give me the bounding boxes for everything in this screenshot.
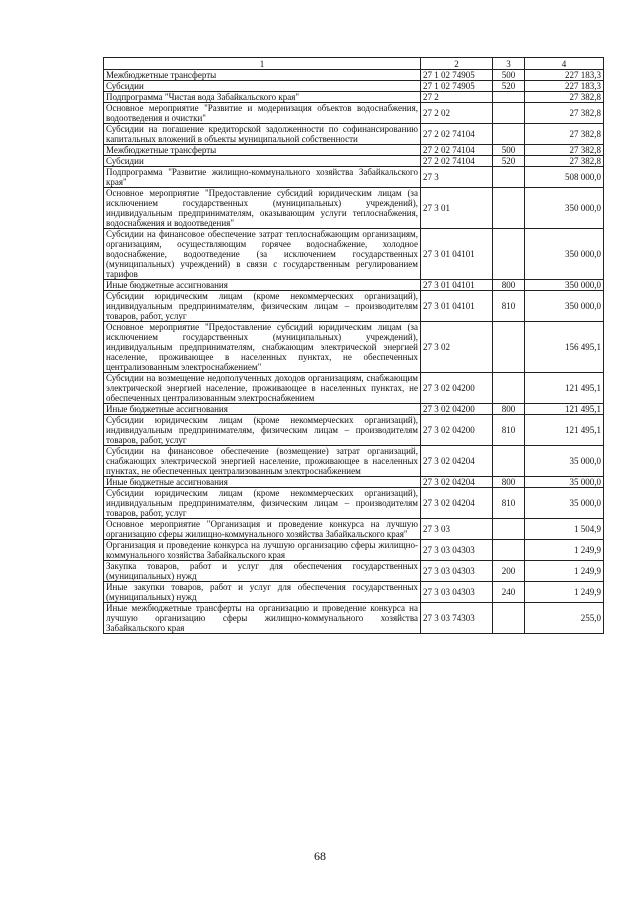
table-row <box>104 561 604 582</box>
row-vr-cell: 800 <box>493 280 525 291</box>
row-code-cell: 27 3 02 04200 <box>421 404 493 415</box>
table-row <box>104 167 604 188</box>
row-sum-cell: 35 000,0 <box>525 488 604 519</box>
row-vr-cell: 810 <box>493 488 525 519</box>
row-sum-cell: 35 000,0 <box>525 446 604 477</box>
row-name-cell: Межбюджетные трансферты <box>104 145 421 156</box>
row-code-cell: 27 3 02 04200 <box>421 373 493 404</box>
row-name-cell: Подпрограмма "Чистая вода Забайкальского края" <box>104 92 421 103</box>
row-sum-cell: 1 504,9 <box>525 519 604 540</box>
column-header-2: 2 <box>421 58 493 70</box>
table-row <box>104 188 604 229</box>
table-header-row <box>104 58 604 70</box>
row-vr-cell: 200 <box>493 561 525 582</box>
row-name-cell: Организация и проведение конкурса на лучшую организацию сферы жилищно-коммунального хозяйства Забайкальского края <box>104 540 421 561</box>
row-sum-cell: 35 000,0 <box>525 477 604 488</box>
row-name-cell: Субсидии юридическим лицам (кроме некоммерческих организаций), индивидуальным предпринимателям, физическим лицам – производителям товаров, работ, услуг <box>104 291 421 322</box>
table-row <box>104 404 604 415</box>
row-code-cell: 27 2 02 74104 <box>421 124 493 145</box>
row-code-cell: 27 2 02 <box>421 103 493 124</box>
row-name-cell: Субсидии <box>104 81 421 92</box>
budget-table <box>103 57 604 634</box>
column-header-3: 3 <box>493 58 525 70</box>
row-code-cell: 27 2 02 74104 <box>421 145 493 156</box>
row-vr-cell <box>493 103 525 124</box>
table-row <box>104 156 604 167</box>
row-sum-cell: 121 495,1 <box>525 373 604 404</box>
table-row <box>104 373 604 404</box>
row-vr-cell <box>493 92 525 103</box>
row-vr-cell <box>493 446 525 477</box>
row-sum-cell: 1 249,9 <box>525 561 604 582</box>
row-code-cell: 27 3 03 04303 <box>421 561 493 582</box>
row-code-cell: 27 3 02 04204 <box>421 488 493 519</box>
row-vr-cell <box>493 540 525 561</box>
row-code-cell: 27 3 02 <box>421 322 493 373</box>
row-sum-cell: 27 382,8 <box>525 145 604 156</box>
column-header-1: 1 <box>104 58 421 70</box>
table-row <box>104 81 604 92</box>
row-sum-cell: 508 000,0 <box>525 167 604 188</box>
row-name-cell: Иные бюджетные ассигнования <box>104 280 421 291</box>
row-vr-cell: 810 <box>493 415 525 446</box>
row-code-cell: 27 2 <box>421 92 493 103</box>
row-name-cell: Субсидии <box>104 156 421 167</box>
row-vr-cell: 500 <box>493 145 525 156</box>
row-name-cell: Иные межбюджетные трансферты на организацию и проведение конкурса на лучшую организацию сферы жилищно-коммунального хозяйства Забайкальского края <box>104 603 421 634</box>
row-name-cell: Основное мероприятие "Организация и проведение конкурса на лучшую организацию сферы жилищно-коммунального хозяйства Забайкальского края" <box>104 519 421 540</box>
row-code-cell: 27 3 01 <box>421 188 493 229</box>
row-vr-cell: 800 <box>493 477 525 488</box>
row-name-cell: Основное мероприятие "Развитие и модернизация объектов водоснабжения, водоотведения и очистки" <box>104 103 421 124</box>
row-sum-cell: 350 000,0 <box>525 291 604 322</box>
row-name-cell: Субсидии на финансовое обеспечение затрат теплоснабжающим организациям, организациям, осуществляющим горячее водоснабжение, холодное водоснабжение, водоотведение (за исключением государственных (муниципальных) учреждений) в связи с государственным регулированием тарифов <box>104 229 421 280</box>
row-name-cell: Иные бюджетные ассигнования <box>104 404 421 415</box>
row-sum-cell: 255,0 <box>525 603 604 634</box>
row-code-cell: 27 2 02 74104 <box>421 156 493 167</box>
row-code-cell: 27 1 02 74905 <box>421 70 493 81</box>
table-row <box>104 477 604 488</box>
row-vr-cell <box>493 322 525 373</box>
row-code-cell: 27 3 01 04101 <box>421 280 493 291</box>
row-name-cell: Субсидии юридическим лицам (кроме некоммерческих организаций), индивидуальным предпринимателям, физическим лицам – производителям товаров, работ, услуг <box>104 488 421 519</box>
row-vr-cell <box>493 603 525 634</box>
row-name-cell: Субсидии на финансовое обеспечение (возмещение) затрат организаций, снабжающих электрической энергией население, проживающее в населенных пунктах, не обеспеченных централизованным электроснабжением <box>104 446 421 477</box>
row-name-cell: Иные бюджетные ассигнования <box>104 477 421 488</box>
row-code-cell: 27 3 02 04204 <box>421 477 493 488</box>
row-vr-cell: 240 <box>493 582 525 603</box>
table-row <box>104 540 604 561</box>
row-sum-cell: 27 382,8 <box>525 92 604 103</box>
row-code-cell: 27 1 02 74905 <box>421 81 493 92</box>
table-row <box>104 145 604 156</box>
page-number: 68 <box>314 849 326 863</box>
row-code-cell: 27 3 03 04303 <box>421 540 493 561</box>
row-code-cell: 27 3 01 04101 <box>421 229 493 280</box>
row-sum-cell: 350 000,0 <box>525 229 604 280</box>
table-row <box>104 229 604 280</box>
row-vr-cell <box>493 519 525 540</box>
budget-table-sheet <box>103 57 603 634</box>
table-row <box>104 582 604 603</box>
row-code-cell: 27 3 03 74303 <box>421 603 493 634</box>
row-vr-cell <box>493 188 525 229</box>
row-code-cell: 27 3 <box>421 167 493 188</box>
row-name-cell: Основное мероприятие "Предоставление субсидий юридическим лицам (за исключением государственных (муниципальных) учреждений), индивидуальным предпринимателям, оказывающим услуги теплоснабжения, водоснабжения и водоотведения" <box>104 188 421 229</box>
row-sum-cell: 350 000,0 <box>525 280 604 291</box>
row-sum-cell: 121 495,1 <box>525 415 604 446</box>
table-row <box>104 446 604 477</box>
row-name-cell: Субсидии на возмещение недополученных доходов организациям, снабжающим электрической энергией население, проживающее в населенных пунктах, не обеспеченных централизованным электроснабжением <box>104 373 421 404</box>
table-row <box>104 92 604 103</box>
table-row <box>104 70 604 81</box>
row-name-cell: Основное мероприятие "Предоставление субсидий юридическим лицам (за исключением государственных (муниципальных) учреждений), индивидуальным предпринимателям, снабжающим электрической энергией население, проживающее в населенных пунктах, не обеспеченных централизованным электроснабжением" <box>104 322 421 373</box>
table-row <box>104 291 604 322</box>
row-vr-cell: 520 <box>493 156 525 167</box>
row-name-cell: Субсидии юридическим лицам (кроме некоммерческих организаций), индивидуальным предпринимателям, физическим лицам – производителям товаров, работ, услуг <box>104 415 421 446</box>
row-vr-cell: 800 <box>493 404 525 415</box>
row-vr-cell: 810 <box>493 291 525 322</box>
table-row <box>104 322 604 373</box>
row-vr-cell <box>493 229 525 280</box>
row-sum-cell: 350 000,0 <box>525 188 604 229</box>
row-name-cell: Закупка товаров, работ и услуг для обеспечения государственных (муниципальных) нужд <box>104 561 421 582</box>
table-row <box>104 103 604 124</box>
row-code-cell: 27 3 03 04303 <box>421 582 493 603</box>
row-sum-cell: 156 495,1 <box>525 322 604 373</box>
row-sum-cell: 27 382,8 <box>525 156 604 167</box>
table-row <box>104 124 604 145</box>
row-sum-cell: 1 249,9 <box>525 582 604 603</box>
row-vr-cell: 500 <box>493 70 525 81</box>
row-sum-cell: 121 495,1 <box>525 404 604 415</box>
row-sum-cell: 27 382,8 <box>525 103 604 124</box>
table-row <box>104 603 604 634</box>
column-header-4: 4 <box>525 58 604 70</box>
table-row <box>104 519 604 540</box>
row-vr-cell <box>493 373 525 404</box>
row-code-cell: 27 3 01 04101 <box>421 291 493 322</box>
table-row <box>104 415 604 446</box>
row-vr-cell <box>493 167 525 188</box>
row-sum-cell: 1 249,9 <box>525 540 604 561</box>
table-row <box>104 488 604 519</box>
row-code-cell: 27 3 03 <box>421 519 493 540</box>
row-sum-cell: 27 382,8 <box>525 124 604 145</box>
row-code-cell: 27 3 02 04200 <box>421 415 493 446</box>
row-sum-cell: 227 183,3 <box>525 81 604 92</box>
table-row <box>104 280 604 291</box>
row-name-cell: Субсидии на погашение кредиторской задолженности по софинансированию капитальных вложений в объекты муниципальной собственности <box>104 124 421 145</box>
row-sum-cell: 227 183,3 <box>525 70 604 81</box>
row-name-cell: Иные закупки товаров, работ и услуг для обеспечения государственных (муниципальных) нужд <box>104 582 421 603</box>
row-name-cell: Подпрограмма "Развитие жилищно-коммунального хозяйства Забайкальского края" <box>104 167 421 188</box>
table-body <box>104 58 604 634</box>
row-code-cell: 27 3 02 04204 <box>421 446 493 477</box>
row-name-cell: Межбюджетные трансферты <box>104 70 421 81</box>
row-vr-cell <box>493 124 525 145</box>
row-vr-cell: 520 <box>493 81 525 92</box>
